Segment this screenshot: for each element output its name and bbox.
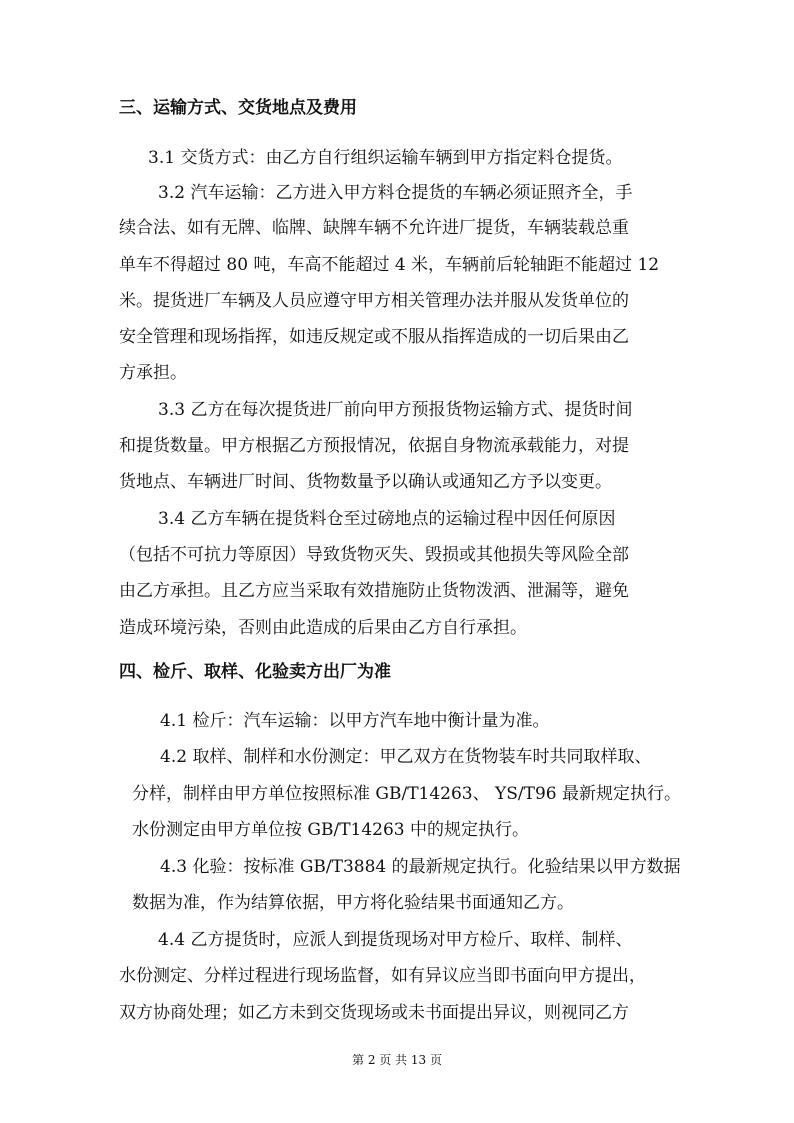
paragraph-line: 双方协商处理；如乙方未到交货现场或未书面提出异议，则视同乙方	[119, 1003, 629, 1023]
paragraph-line: 方承担。	[119, 363, 187, 383]
paragraph-line: 3.2 汽车运输：乙方进入甲方料仓提货的车辆必须证照齐全，手	[158, 183, 633, 203]
paragraph-line: 造成环境污染，否则由此造成的后果由乙方自行承担。	[119, 618, 527, 638]
section-3-heading: 三、运输方式、交货地点及费用	[119, 98, 357, 118]
paragraph-line: 单车不得超过 80 吨，车高不能超过 4 米，车辆前后轮轴距不能超过 12	[119, 255, 660, 275]
paragraph-line: 4.4 乙方提货时，应派人到提货现场对甲方检斤、取样、制样、	[158, 930, 633, 950]
paragraph-line: 和提货数量。甲方根据乙方预报情况，依据自身物流承载能力，对提	[119, 436, 629, 456]
paragraph-line: 数据为准，作为结算依据，甲方将化验结果书面通知乙方。	[132, 893, 574, 913]
page-number-footer: 第 2 页 共 13 页	[352, 1053, 442, 1067]
paragraph-line: 3.4 乙方车辆在提货料仓至过磅地点的运输过程中因任何原因	[158, 509, 616, 529]
paragraph-line: 续合法、如有无牌、临牌、缺牌车辆不允许进厂提货，车辆装载总重	[119, 218, 629, 238]
paragraph-line: 水份测定、分样过程进行现场监督，如有异议应当即书面向甲方提出，	[119, 966, 646, 986]
paragraph-line: 米。提货进厂车辆及人员应遵守甲方相关管理办法并服从发货单位的	[119, 291, 629, 311]
paragraph-line: 分样，制样由甲方单位按照标准 GB/T14263、 YS/T96 最新规定执行。	[132, 784, 681, 804]
paragraph-line: 安全管理和现场指挥，如违反规定或不服从指挥造成的一切后果由乙	[119, 327, 629, 347]
section-4-heading: 四、检斤、取样、化验卖方出厂为准	[119, 662, 391, 682]
paragraph-line: 货地点、车辆进厂时间、货物数量予以确认或通知乙方予以变更。	[119, 472, 612, 492]
paragraph-line: 3.1 交货方式：由乙方自行组织运输车辆到甲方指定料仓提货。	[148, 148, 623, 168]
paragraph-line: 由乙方承担。且乙方应当采取有效措施防止货物泼洒、泄漏等，避免	[119, 581, 629, 601]
paragraph-line: 4.1 检斤：汽车运输：以甲方汽车地中衡计量为准。	[160, 711, 550, 731]
paragraph-line: 水份测定由甲方单位按 GB/T14263 中的规定执行。	[132, 820, 530, 840]
paragraph-line: 3.3 乙方在每次提货进厂前向甲方预报货物运输方式、提货时间	[158, 400, 633, 420]
paragraph-line: （包括不可抗力等原因）导致货物灭失、毁损或其他损失等风险全部	[119, 545, 629, 565]
paragraph-line: 4.3 化验：按标准 GB/T3884 的最新规定执行。化验结果以甲方数据	[160, 857, 681, 877]
paragraph-line: 4.2 取样、制样和水份测定：甲乙双方在货物装车时共同取样取、	[160, 747, 652, 767]
